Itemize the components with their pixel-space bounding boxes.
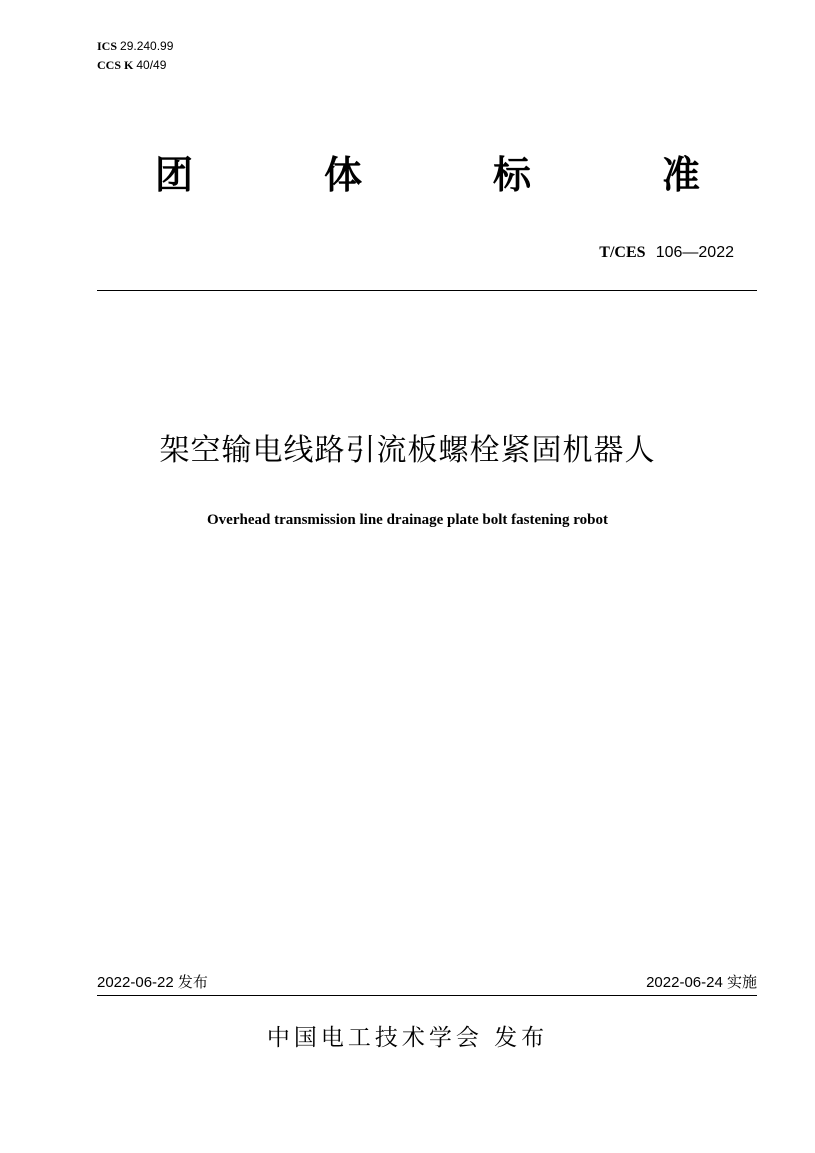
- footer-divider: [97, 995, 757, 996]
- ccs-number: 40/49: [136, 58, 167, 72]
- standard-number: [599, 241, 734, 264]
- standard-code: 106—2022: [655, 244, 734, 261]
- ics-number: 29.240.99: [120, 39, 174, 53]
- doc-type-char: 体: [323, 153, 362, 197]
- ics-label: ICS: [97, 39, 118, 53]
- doc-type-char: 标: [492, 153, 531, 197]
- ccs-code: [97, 56, 166, 74]
- implement-date: 2022-06-24 实施: [646, 974, 757, 991]
- doc-type-char: 准: [661, 153, 700, 197]
- title-english: Overhead transmission line drainage plate bolt fastening robot: [207, 512, 608, 528]
- title-chinese: 架空输电线路引流板螺栓紧固机器人: [159, 433, 656, 468]
- ccs-label: CCS K: [97, 58, 134, 72]
- standard-prefix: T/CES: [599, 244, 646, 261]
- ics-code: [97, 37, 173, 55]
- publisher: 中国电工技术学会 发布: [266, 1025, 549, 1051]
- doc-type-char: 团: [155, 153, 194, 197]
- document-type-heading: [155, 150, 700, 200]
- header-divider: [97, 290, 757, 291]
- publish-date: 2022-06-22 发布: [97, 974, 208, 991]
